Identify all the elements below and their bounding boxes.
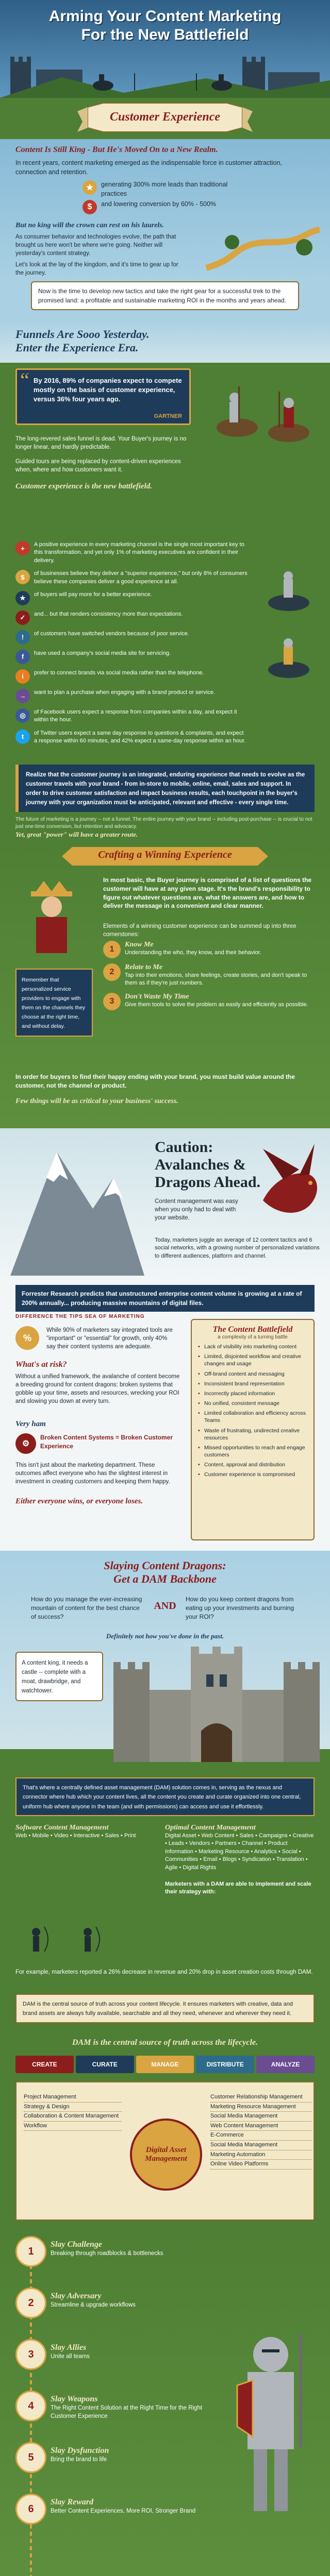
stat-icon: ★ [15,591,30,605]
crafting-items [103,941,315,1015]
lifecycle-right-list [210,2093,311,2170]
crafting-outro: In order for buyers to find their happy ending with your brand, you must build value around the customer, not the channel or product. [15,1073,295,1089]
lifecycle-list-item: Marketing Automation [210,2150,311,2160]
kingdom-line: But no king will the crown can rest on his laurels. [15,222,164,229]
quest-title: Slay Weapons [51,2395,98,2403]
stat-row [15,730,248,745]
stat-text: of customers have switched vendors because of poor service. [34,630,189,637]
knight-riders-illustration [0,64,330,95]
battlefield-list-text: Waste of frustrating, undirected creative resources [204,1427,300,1441]
bullet-icon: • [198,1353,200,1360]
caution-title [155,1139,268,1191]
battlefield-list-item [198,1400,307,1407]
bullet-icon: • [198,1380,200,1387]
crafting-item [103,963,315,988]
lifecycle-column-distribute: DISTRIBUTE [196,2056,254,2073]
crafting-item-title: Don't Waste My Time [125,992,189,1001]
archers-illustration [15,1917,155,1963]
castle-illustration [113,1643,320,1772]
lifecycle-list-item: E-Commerce [210,2131,311,2141]
stat-text: prefer to connect brands via social media rather than the telephone. [34,669,204,676]
tools-text-box [15,1777,315,1816]
lifecycle-column-create: CREATE [15,2056,74,2073]
quest-text [51,2442,109,2464]
mountain-illustration [10,1131,144,1281]
right-cm-panel [165,1824,315,1872]
crafting-italic: Few things will be as critical to your business' success. [15,1097,178,1105]
battlefield-list-text: Inconsistent brand representation [204,1380,285,1387]
realize-brave: Yet, great "power" will have a greater route. [15,831,138,838]
stat-text: have used a company's social media site for servicing. [34,650,171,656]
bullet-icon: • [198,1427,200,1434]
stat-icon: ◎ [15,708,30,723]
battlefield-list-item [198,1353,307,1367]
knight-illustration [222,2318,320,2535]
caution-title-2: Avalanches & [155,1156,246,1173]
battlefield-list-text: Incorrectly placed information [204,1390,275,1397]
battlefield-list-item [198,1461,307,1468]
stat-row [15,650,248,664]
crafting-item [103,941,315,958]
battlefield-list-sub: a complexity of a turning battle [218,1334,288,1340]
funnels-sub: Customer experience is the new battlefield. [15,482,152,490]
bullet-icon: • [198,1390,200,1397]
title-line-1: Arming Your Content Marketing [48,8,282,25]
stat-text: and... but that renders consistency more than expectations. [34,611,183,617]
crafting-item-desc: Understanding the who, they know, and their behavior. [125,950,261,956]
quest-badge-icon: 6 [15,2494,46,2524]
dam-hub-label: Digital Asset Management [145,2146,187,2163]
quest-title: Slay Reward [51,2498,94,2506]
quest-list [15,2236,211,2545]
quest-title: Slay Allies [51,2343,87,2352]
lifecycle-list-item: Social Media Management [210,2141,311,2150]
right-cm-body: Digital Asset • Web Content • Sales • Campaigns • Creative • Leads • Vendors • Partners • Channel • Product Information • Marketing Resource • Analytics • Social • Communities • Email • Blogs • Syndication • Translation • Agile • Digital Rights [165,1833,314,1871]
quest-desc: Better Content Experiences, More ROI, Stronger Brand [51,2508,196,2514]
quest-badge-icon: 2 [15,2287,46,2318]
broken-systems-row [15,1433,180,1454]
either-line: Either everyone wins, or everyone loses. [15,1497,143,1505]
realize-text: Realize that the customer journey is an integrated, enduring experience that needs to evolve as the customer travels with your brand - from in-store to mobile, online, email, sales and support. In order to drive customer satisfaction and impact business results, each touchpoint in the buyer's journey with your organization must be anticipated, relevant and effective - every single time. [26,772,305,806]
stat-text: of buyers will pay more for a better experience. [34,591,152,598]
journey-text: Now is the time to develop new tactics and take the right gear for a successful trek to the promised land: a profitable and sustainable marketing ROI in the months and years ahead. [38,287,286,304]
marketers-line: Marketers with a DAM are able to implement and scale their strategy with: [165,1881,311,1895]
crafting-item-title: Relate to Me [125,963,163,971]
quest-row [15,2287,211,2318]
gartner-source: GARTNER [154,413,182,419]
quest-row [15,2339,211,2370]
stat-icon: → [15,689,30,703]
battlefield-list-item [198,1370,307,1378]
risk-body: Without a unified framework, the avalanche of content become a breeding ground for content dragons: broken systems that gobble up your time, assets and resources, wrecking your ROI and slowing you down at every turn. [15,1374,180,1405]
crafting-item-text [125,993,308,1009]
bullet-icon: • [198,1400,200,1407]
shield-icon: 3 [103,993,121,1010]
quest-title: Slay Dysfunction [51,2446,109,2455]
funnels-body-1: The long-revered sales funnel is dead. Your Buyer's journey is no longer linear, and hardly predictable. [15,436,187,451]
stat-icon: + [15,541,30,555]
stat-text: of Facebook users expect a response from companies within a day, and expect it within the hour. [34,708,237,723]
dam-title-2: Get a DAM Backbone [113,1572,217,1585]
intro-stat-1 [82,180,237,198]
stat-row [15,630,248,645]
bullet-icon: • [198,1462,200,1468]
stat-icon: $ [15,570,30,584]
dam-title [0,1559,330,1586]
battlefield-list-text: Off-brand content and messaging [204,1370,285,1377]
crafting-intro: In most basic, the Buyer journey is comprised of a list of questions the customer will have at any given stage. It's the brand's responsibility to figure out whatever questions are, what the answers are, and how to deliver the message in a convenient and clear manner. [103,876,312,910]
lifecycle-column-curate: CURATE [76,2056,134,2073]
quest-desc: Breaking through roadblocks & bottlenecks [51,2250,163,2257]
knights-charge-illustration [253,556,325,711]
stat-icon: ! [15,630,30,645]
banner-section [0,98,330,139]
battlefield-list-item [198,1471,307,1478]
risk-head: What's at risk? [15,1360,67,1369]
crafting-side-note-box [15,969,93,1037]
realize-section [0,762,330,840]
intro-stat-2-text: and lowering conversion by 60% - 500% [101,200,217,208]
bullet-icon: • [198,1410,200,1417]
bullet-icon: • [198,1370,200,1377]
quest-row [15,2236,211,2267]
battlefield-list-title: The Content Battlefield [212,1325,293,1334]
lifecycle-column-analyze: ANALYZE [256,2056,315,2073]
king-figure-illustration [15,876,93,958]
crafting-section [0,840,330,1128]
tools-text: That's where a centrally defined asset management (DAM) solution comes in, serving as the nexus and connector where hub which your content lives, all the content you create and curate organized into one central, uniform hub where anyone in the team (and with permissions) can access and use it effortlessly. [23,1785,301,1810]
dangerous-label: DIFFERENCE THE TIPS SEA OF MARKETING [15,1314,145,1319]
quest-row [15,2494,211,2524]
caution-section [0,1128,330,1283]
broken-gear-icon: ⚙ [15,1433,36,1454]
quest-desc: Bring the brand to life [51,2456,107,2463]
path-illustration [201,227,325,273]
caution-title-1: Caution: [155,1139,213,1156]
lifecycle-list-item: Collaboration & Content Management [24,2112,122,2122]
quest-text [51,2287,136,2309]
header-section [0,0,330,98]
intro-body: In recent years, content marketing emerged as the indispensable force in customer attraction, connection and retention. [15,159,282,176]
forrester-box [15,1285,315,1312]
funnels-heading-1: Funnels Are Sooo Yesterday. [15,328,150,341]
intro-stat-2 [82,200,237,214]
battlefield-list-item [198,1427,307,1442]
stat-row [15,669,248,684]
quest-title: Slay Challenge [51,2240,103,2249]
dam-title-1: Slaying Content Dragons: [104,1559,226,1572]
tech-paragraph: As consumer behavior and technologies evolve, the path that brought us here won't be where we're going. Neither will yesterday's content strategy. [15,234,176,257]
castle-text-box [15,1652,103,1701]
crafting-item [103,993,315,1010]
crafting-side-note: Remember that personalized service providers to engage with them on the channels they choose at the right time, and without delay. [22,977,86,1029]
quest-badge-icon: 4 [15,2391,46,2421]
lifecycle-list-item: Project Management [24,2093,122,2103]
dam-and: AND [154,1600,176,1612]
kings-note: Let's look at the lay of the kingdom, and it's time to gear up for the journey. [15,262,178,277]
dragon-illustration [253,1139,325,1231]
caution-title-3: Dragons Ahead. [155,1174,261,1191]
stat-text: A positive experience in every marketing channel is the single most important key to this transformation, and yet only 1% of marketing executives are confident in their delivery. [34,541,244,564]
gartner-quote-box [15,368,191,425]
lifecycle-list-item: Web Content Management [210,2122,311,2131]
quest-badge-icon: 1 [15,2236,46,2267]
stat-row [15,611,248,625]
quests-section [0,2226,330,2576]
stat-icon: ✓ [15,611,30,625]
battlefield-list [198,1343,307,1479]
quest-desc: Streamline & upgrade workflows [51,2302,136,2308]
quest-text [51,2236,163,2258]
quest-badge-icon: 5 [15,2442,46,2473]
quest-text [51,2339,90,2361]
journey-section [0,278,330,319]
battlefield-list-text: No unified, consistent message [204,1400,279,1407]
lifecycle-columns [15,2056,315,2073]
bullet-icon: • [198,1344,200,1350]
journey-box [31,281,299,310]
forrester-text: Forrester Research predicts that unstructured enterprise content volume is growing at a rate of 200% annually... producing massive mountains of digital files. [22,1290,302,1307]
good-news: DAM is the central source of truth across your content lifecycle. It ensures marketers with creative, data and brand assets are always fully available, searchable and all they need, whenever and wherever they need it. [23,2001,293,2017]
crafting-item-text [125,941,261,957]
battlefield-list-text: Limited collaboration and efficiency across Teams [204,1410,306,1424]
stat-text: want to plan a purchase when engaging with a brand product or service. [34,689,215,696]
gartner-quote: By 2016, 89% of companies expect to compete mostly on the basis of customer experience, versus 36% four years ago. [34,377,182,403]
lifecycle-column-manage: MANAGE [136,2056,194,2073]
left-cm-panel [15,1824,155,1840]
crafting-item-desc: Tap into their emotions, share feelings, create stories, and don't speak to them as if they're just numbers. [125,972,307,987]
dam-q2: How do you keep content dragons from eating up your investments and burning your ROI? [186,1596,294,1620]
lifecycle-list-item: Customer Relationship Management [210,2093,311,2103]
bullet-icon: • [198,1471,200,1478]
intro-stat-1-text: generating 300% more leads than traditional practices [101,181,228,197]
intro-heading: Content Is Still King - But He's Moved On to a New Realm. [15,145,218,154]
funnels-heading-2: Enter the Experience Era. [15,341,139,354]
lifecycle-head: DAM is the central source of truth across the lifecycle. [72,2038,258,2047]
broken-label: Broken Content Systems = Broken Customer Experience [40,1434,173,1450]
quest-row [15,2442,211,2473]
page-title [0,7,330,44]
battlefield-list-item [198,1343,307,1350]
quest-title: Slay Adversary [51,2292,102,2300]
coin-icon: $ [82,200,97,214]
stat-text: of businesses believe they deliver a "superior experience," but only 8% of consumers believe these companies deliver a good experience at all. [34,570,248,585]
dam-stats-section [0,1911,330,2081]
lifecycle-list-item: Strategy & Design [24,2103,122,2112]
quest-badge-icon: 3 [15,2339,46,2370]
lifecycle-diagram-section [0,2081,330,2226]
dam-hub [130,2119,202,2191]
stat-row [15,570,248,586]
bullet-icon: • [198,1444,200,1451]
battlefield-list-item [198,1410,307,1424]
dam-definitely: Definitely not how you've done in the past. [106,1632,224,1640]
megaphone-icon: ★ [82,180,97,195]
stat-row [15,541,248,565]
right-cm-head: Optimal Content Management [165,1824,256,1832]
lifecycle-diagram-box [15,2081,315,2221]
crafting-item-title: Know Me [125,941,154,948]
caution-desc: Content management was easy when you only had to deal with your website. [155,1198,238,1222]
customer-experience-banner: Customer Experience [110,110,220,124]
stat-row [15,591,248,605]
dam-stat: For example, marketers reported a 26% decrease in revenue and 20% drop in asset creation costs through DAM. [15,1969,313,1975]
funnels-section [0,319,330,536]
dam-q1: How do you manage the ever-increasing mountain of content for the best chance of success? [31,1596,142,1620]
crafting-item-desc: Give them tools to solve the problem as easily and efficiently as possible. [125,1001,308,1008]
stat-row [15,708,248,724]
knights-battle-illustration [201,366,325,453]
battlefield-list-text: Lack of visibility into marketing content [204,1344,297,1350]
no-know: This isn't just about the marketing department. These outcomes affect everyone who has the slightest interest in investment in creating customers and keeping them happy. [15,1462,170,1485]
quest-text [51,2391,211,2420]
dam-section [0,1551,330,1911]
left-cm-body: Web • Mobile • Video • Interactive • Sales • Print [15,1833,136,1839]
quest-row [15,2391,211,2421]
funnels-body-2: Guided tours are being replaced by content-driven experiences when, where and how customers want it. [15,459,181,473]
pct-stat: While 90% of marketers say integrated tools are "important" or "essential" for growth, only 40% say their content systems are adequate. [46,1327,173,1350]
stat-icon: f [15,650,30,664]
battlefield-list-box [191,1319,315,1540]
battlefield-list-text: Missed opportunities to reach and engage customers [204,1444,305,1459]
battlefield-list-text: Content, approval and distribution [204,1462,286,1468]
realize-fineprint: The future of marketing is a journey -- not a funnel. The entire journey with your brand -- including post-purchase -- is crucial to not just one-time conversion, but retention and advocacy. [15,817,312,829]
crafting-banner-text: Crafting a Winning Experience [98,849,232,860]
stats-list [15,536,248,745]
caution-body-section [0,1283,330,1551]
battlefield-list-item [198,1390,307,1397]
quote-mark-icon: “ [20,368,29,392]
shield-icon: 2 [103,963,121,981]
quest-desc: Unite all teams [51,2353,90,2360]
lifecycle-left-list [24,2093,122,2131]
stats-section [0,536,330,762]
battlefield-list-item [198,1444,307,1459]
battlefield-list-text: Customer experience is compromised [204,1471,295,1478]
crafting-item-text [125,963,315,988]
battlefield-list-item [198,1380,307,1387]
stat-icon: i [15,669,30,684]
quest-text [51,2494,195,2515]
battlefield-list-text: Limited, disjointed workflow and creative changes and usage [204,1353,301,1367]
shield-icon: 1 [103,941,121,958]
realize-box [15,765,315,812]
title-line-2: For the New Battlefield [81,26,249,43]
quest-desc: The Right Content Solution at the Right Time for the Right Customer Experience [51,2405,203,2420]
intro-section [0,139,330,278]
percent-icon: % [15,1326,39,1350]
lifecycle-list-item: Marketing Resource Management [210,2103,311,2112]
lifecycle-list-item: Social Media Management [210,2112,311,2122]
lifecycle-list-item: Online Video Platforms [210,2160,311,2170]
stat-icon: t [15,730,30,744]
caution-today: Today, marketers juggle an average of 12 content tactics and 6 social networks, with a growing number of personalized variations to different audiences, platform and channel. [155,1237,320,1259]
lifecycle-list-item: Workflow [24,2122,122,2131]
stat-row [15,689,248,703]
left-cm-head: Software Content Management [15,1824,109,1832]
castle-text: A content king, it needs a castle -- complete with a moat, drawbridge, and watchtower. [22,1660,88,1694]
stat-text: of Twitter users expect a same day response to questions & complaints, and expect a response within 60 minutes, and 42% expect a same-day response within an hour. [34,730,246,744]
crafting-elements-label: Elements of a winning customer experience can be summed up into three cornerstones: [103,923,296,938]
funnels-heading [15,328,315,354]
very-ham: Very ham [15,1420,46,1428]
good-news-box [15,1994,315,2023]
